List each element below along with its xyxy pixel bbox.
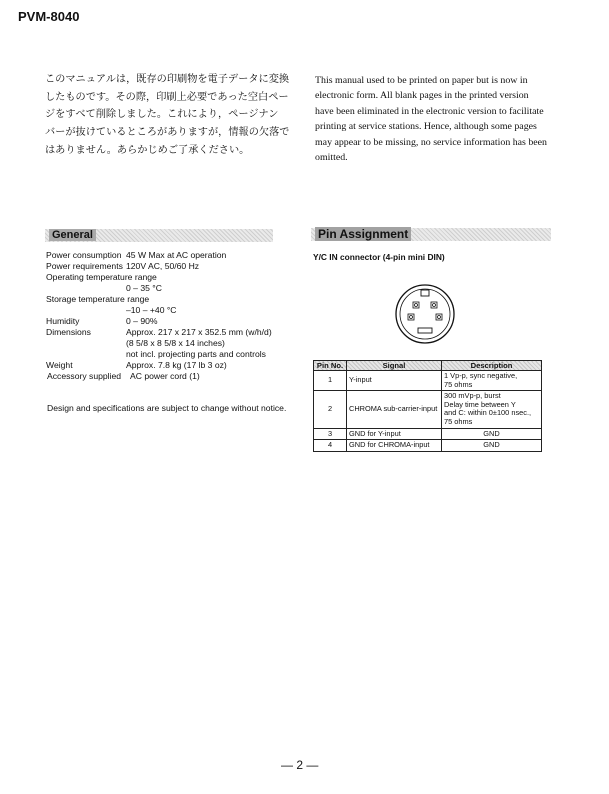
spec-label: Humidity [46,316,80,326]
pin-number: 3 [314,428,347,440]
pin-assignment-table [313,360,542,452]
english-notice [315,73,560,165]
description-line: 1 Vp-p, sync negative, [444,371,518,380]
spec-value: –10 – +40 °C [126,305,177,315]
english-line: printing at service stations. Hence, although some pages [315,121,537,133]
english-line: omitted. [315,152,348,164]
general-heading-label: General [49,229,96,241]
pin-number: 4 [314,440,347,452]
japanese-line: したものです。その際，印刷上必要であった空白ペー [45,91,289,103]
table-row [314,440,542,452]
pin-assignment-heading [311,228,551,241]
spec-label: Power requirements [46,261,123,271]
spec-value: 0 – 35 °C [126,283,162,293]
pin-assignment-heading-label: Pin Assignment [315,227,411,241]
spec-value: (8 5/8 x 8 5/8 x 14 inches) [126,338,225,348]
pin-signal: GND for CHROMA-input [347,440,442,452]
spec-label: Dimensions [46,327,91,337]
specs-change-note: Design and specifications are subject to change without notice. [47,403,287,413]
pin-number: 2 [314,391,347,428]
spec-value: Approx. 217 x 217 x 352.5 mm (w/h/d) [126,327,272,337]
japanese-line: バーが抜けているところがありますが，情報の欠落で [45,127,290,139]
column-header-signal: Signal [347,361,442,371]
spec-label: Weight [46,360,73,370]
pin-description [442,371,542,391]
page-number: — 2 — [281,758,319,772]
japanese-line: はありません。あらかじめご了承ください。 [45,144,250,156]
spec-value: AC power cord (1) [130,371,200,381]
table-row [314,371,542,391]
english-line: have been eliminated in the electronic version to facilitate [315,105,544,117]
english-line: may appear to be missing, no service information has been [315,136,547,148]
connector-title: Y/C IN connector (4-pin mini DIN) [313,252,445,262]
pin-signal: GND for Y-input [347,428,442,440]
pin-description: GND [442,428,542,440]
japanese-notice [45,71,295,160]
pin-description [442,391,542,428]
spec-value: not incl. projecting parts and controls [126,349,266,359]
english-line: This manual used to be printed on paper but is now in [315,75,528,86]
spec-value: 120V AC, 50/60 Hz [126,261,200,271]
description-line: and C: within 0±100 nsec., [444,408,532,418]
pin-signal: Y-input [347,371,442,391]
spec-label: Storage temperature range [46,294,150,304]
spec-value: Approx. 7.8 kg (17 lb 3 oz) [126,360,227,370]
specifications-list [46,250,306,390]
spec-label: Power consumption [46,250,122,260]
spec-value: 0 – 90% [126,316,158,326]
table-row [314,428,542,440]
table-header-row [314,361,542,371]
general-heading [45,229,273,242]
column-header-description: Description [442,361,542,371]
column-header-pin: Pin No. [314,361,347,371]
pin-signal: CHROMA sub-carrier-input [347,391,442,428]
description-line: Delay time between Y [444,399,516,409]
model-number: PVM-8040 [18,9,80,24]
japanese-line: このマニュアルは，既存の印刷物を電子データに変換 [45,74,290,85]
japanese-line: ジをすべて削除しました。これにより，ページナン [45,109,279,121]
description-line: 75 ohms [444,416,473,426]
pin-description: GND [442,440,542,452]
pin-number: 1 [314,371,347,391]
spec-label: Accessory supplied [47,371,122,381]
description-line: 300 mVp-p, burst [444,391,501,401]
english-line: electronic form. All blank pages in the printed version [315,90,529,102]
table-row [314,391,542,428]
spec-label: Operating temperature range [46,272,157,282]
description-line: 75 ohms [444,379,473,389]
mini-din-connector-diagram [394,283,456,345]
spec-value: 45 W Max at AC operation [126,250,227,260]
